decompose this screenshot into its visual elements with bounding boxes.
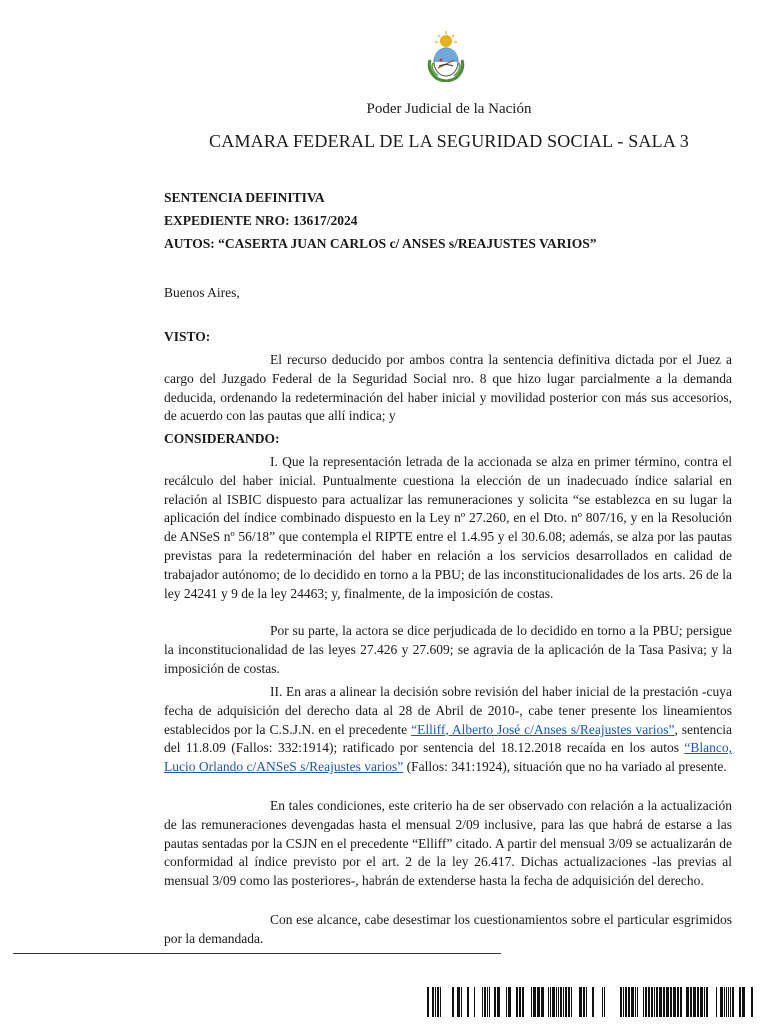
considerando-paragraph-2: Por su parte, la actora se dice perjudicada de lo decidido en torno a la PBU; persigue la inconstitucionalidad de las leyes 27.426 y 27.609; se agravia de la aplicación de la Tasa Pasiva; y la imposición de costas.	[164, 623, 732, 676]
footer-divider	[13, 953, 501, 954]
institution-name: Poder Judicial de la Nación	[366, 101, 532, 117]
case-caption: AUTOS: “CASERTA JUAN CARLOS c/ ANSES s/REAJUSTES VARIOS”	[164, 236, 597, 251]
city-date-line: Buenos Aires,	[164, 285, 240, 300]
barcode-icon	[427, 987, 757, 1017]
considerando-paragraph-5: Con ese alcance, cabe desestimar los cuestionamientos sobre el particular esgrimidos por la demandada.	[164, 912, 732, 946]
elliff-precedent-link[interactable]: “Elliff, Alberto José c/Anses s/Reajustes varios”	[411, 721, 675, 737]
considerando-heading: CONSIDERANDO:	[164, 431, 280, 446]
visto-heading: VISTO:	[164, 329, 211, 344]
coat-of-arms-icon	[424, 30, 468, 82]
blanco-precedent-link[interactable]: “Blanco, Lucio Orlando c/ANSeS s/Reajustes varios”	[164, 740, 732, 775]
considerando-paragraph-1: I. Que la representación letrada de la accionada se alza en primer término, contra el recálculo del haber inicial. Puntualmente cuestiona la elección de un inadecuado índice salarial en relación al ISBIC dispuesto para actualizar las remuneraciones y solicita “se establezca en su lugar la aplicación del índice combinado dispuesto en la Ley nº 27.260, en el Dto. nº 807/16, y en la Resolución de ANSeS nº 56/18” que contempla el RIPTE entre el 1.4.95 y el 30.6.08; además, se alza por las pautas previstas para la redeterminación del haber en relación a los servicios desarrollados en calidad de trabajador autónomo; de lo decidido en torno a la PBU; de las inconstitucionalidades de los arts. 26 de la ley 24241 y 9 de la ley 24463; y, finalmente, de la imposición de costas.	[164, 454, 732, 601]
document-type: SENTENCIA DEFINITIVA	[164, 190, 325, 205]
visto-paragraph: El recurso deducido por ambos contra la sentencia definitiva dictada por el Juez a cargo del Juzgado Federal de la Seguridad Social nro. 8 que hizo lugar parcialmente a la demanda deducida, ordenando la redeterminación del haber inicial y movilidad posterior con más sus accesorios, de acuerdo con las pautas que allí indica; y	[164, 352, 732, 424]
court-name: CAMARA FEDERAL DE LA SEGURIDAD SOCIAL - SALA 3	[209, 131, 689, 151]
considerando-paragraph-4: En tales condiciones, este criterio ha de ser observado con relación a la actualización de las remuneraciones devengadas hasta el mensual 2/09 inclusive, para las que habrá de estarse a las pautas sentadas por la CSJN en el precedente “Elliff” citado. A partir del mensual 3/09 se actualizarán de conformidad al índice previsto por el art. 2 de la ley 26.417. Dichas actualizaciones -las previas al mensual 3/09 como las posteriores-, habrán de extenderse hasta la fecha de adquisición del derecho.	[164, 798, 732, 889]
expediente-number: EXPEDIENTE NRO: 13617/2024	[164, 213, 358, 228]
considerando-paragraph-3: II. En aras a alinear la decisión sobre revisión del haber inicial de la prestación -cuya fecha de adquisición del derecho data al 28 de Abril de 2010-, cabe tener presente los lineamientos establecidos por la C.S.J.N. en el precedente “Elliff, Alberto José c/Anses s/Reajustes varios”, sentencia del 11.8.09 (Fallos: 332:1914); ratificado por sentencia del 18.12.2018 recaída en los autos “Blanco, Lucio Orlando c/ANSeS s/Reajustes varios” (Fallos: 341:1924), situación que no ha variado al presente.	[164, 684, 732, 775]
